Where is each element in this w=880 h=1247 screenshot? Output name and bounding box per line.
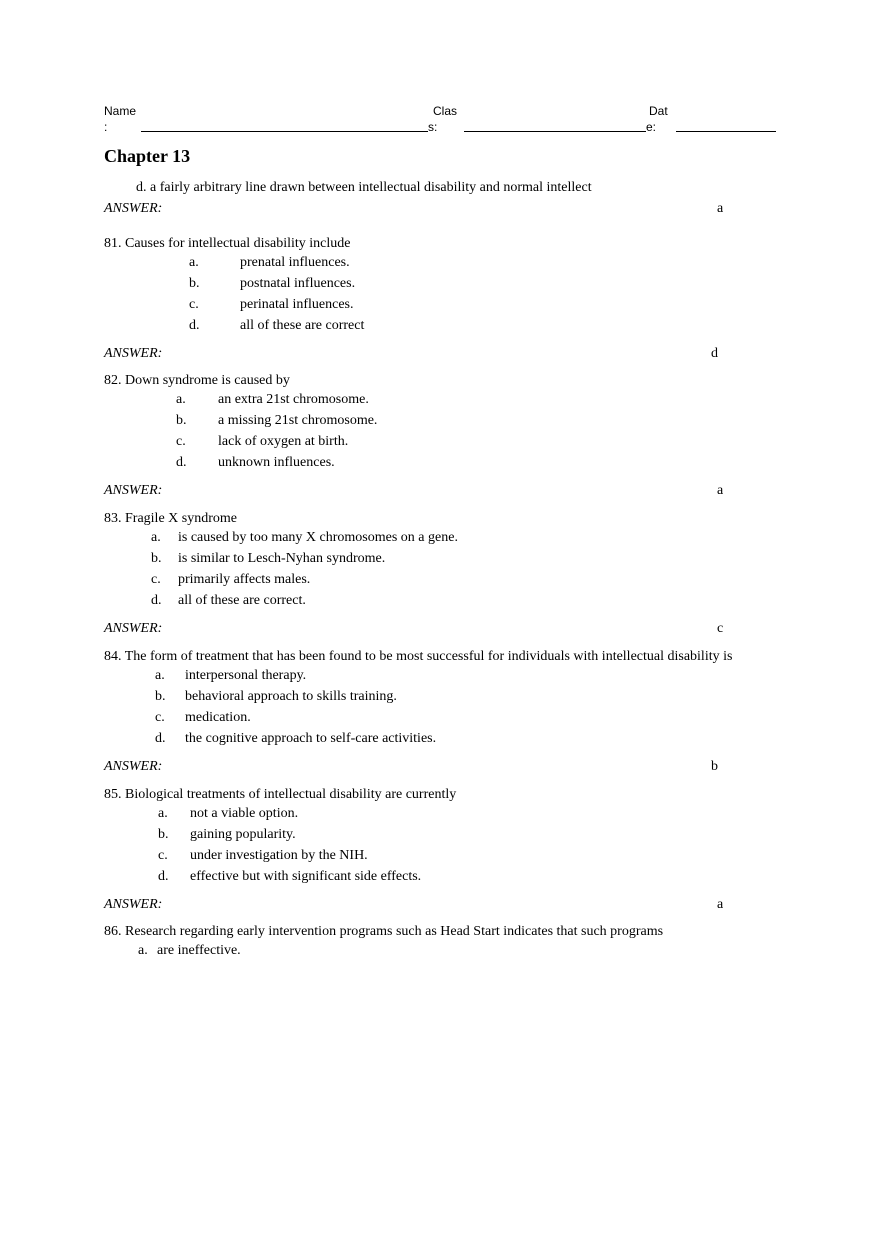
- option-letter: b.: [151, 551, 162, 566]
- option-letter: c.: [151, 572, 161, 587]
- option-text: not a viable option.: [190, 806, 299, 821]
- option-letter: c.: [176, 434, 186, 449]
- option-text: primarily affects males.: [178, 572, 311, 587]
- question-stem: 82. Down syndrome is caused by: [104, 373, 290, 388]
- option-text: lack of oxygen at birth.: [218, 434, 349, 449]
- option-text: the cognitive approach to self-care activities.: [185, 731, 437, 746]
- answer-value: a: [717, 897, 724, 912]
- answer-label: ANSWER:: [104, 897, 163, 912]
- option-letter: b.: [158, 827, 169, 842]
- option-text: are ineffective.: [157, 943, 241, 958]
- option-letter: d.: [155, 731, 166, 746]
- option-letter: b.: [189, 276, 200, 291]
- option-text: effective but with significant side effects.: [190, 869, 422, 884]
- option-text: unknown influences.: [218, 455, 335, 470]
- option-letter: c.: [189, 297, 199, 312]
- option-text: under investigation by the NIH.: [190, 848, 368, 863]
- option-letter: b.: [176, 413, 187, 428]
- question-stem: 86. Research regarding early intervention programs such as Head Start indicates that such programs: [104, 924, 664, 939]
- date-field[interactable]: [676, 131, 776, 132]
- answer-label: ANSWER:: [104, 483, 163, 498]
- option-letter: d.: [176, 455, 187, 470]
- option-text: an extra 21st chromosome.: [218, 392, 369, 407]
- answer-value: c: [717, 621, 724, 636]
- class-label-colon: s:: [428, 120, 438, 134]
- name-label-colon: :: [104, 120, 108, 134]
- answer-value: d: [711, 346, 718, 361]
- option-letter: b.: [155, 689, 166, 704]
- date-label: Dat: [649, 104, 668, 118]
- question-stem: 83. Fragile X syndrome: [104, 511, 237, 526]
- answer-label: ANSWER:: [104, 201, 163, 216]
- question-stem: 81. Causes for intellectual disability include: [104, 236, 351, 251]
- option-text: gaining popularity.: [190, 827, 296, 842]
- option-letter: a.: [151, 530, 161, 545]
- option-letter: a.: [176, 392, 186, 407]
- answer-value: a: [717, 483, 724, 498]
- date-label-colon: e:: [646, 120, 657, 134]
- option-letter: a.: [155, 668, 165, 683]
- class-field[interactable]: [464, 131, 646, 132]
- question-stem: 85. Biological treatments of intellectual disability are currently: [104, 787, 457, 802]
- option-text: is similar to Lesch-Nyhan syndrome.: [178, 551, 386, 566]
- option-letter: c.: [155, 710, 165, 725]
- question-stem: 84. The form of treatment that has been found to be most successful for individuals with intellectual disability is: [104, 649, 733, 664]
- answer-label: ANSWER:: [104, 621, 163, 636]
- answer-label: ANSWER:: [104, 759, 163, 774]
- answer-label: ANSWER:: [104, 346, 163, 361]
- option-letter: a.: [189, 255, 199, 270]
- answer-value: b: [711, 759, 718, 774]
- option-text: medication.: [185, 710, 251, 725]
- option-text: all of these are correct: [240, 318, 365, 333]
- option-text: prenatal influences.: [240, 255, 350, 270]
- option-text: is caused by too many X chromosomes on a gene.: [178, 530, 458, 545]
- option-text: all of these are correct.: [178, 593, 306, 608]
- name-label: Name: [104, 104, 137, 118]
- option-letter: a.: [138, 943, 148, 958]
- option-text: interpersonal therapy.: [185, 668, 307, 683]
- option-letter: a.: [158, 806, 168, 821]
- option-text: behavioral approach to skills training.: [185, 689, 397, 704]
- option-text: a missing 21st chromosome.: [218, 413, 378, 428]
- option-text: perinatal influences.: [240, 297, 354, 312]
- option-letter: d.: [151, 593, 162, 608]
- option-letter: d.: [189, 318, 200, 333]
- chapter-title: Chapter 13: [104, 146, 191, 166]
- answer-value: a: [717, 201, 724, 216]
- carryover-option: d. a fairly arbitrary line drawn between intellectual disability and normal intellect: [136, 180, 592, 195]
- option-letter: d.: [158, 869, 169, 884]
- option-text: postnatal influences.: [240, 276, 356, 291]
- name-field[interactable]: [141, 131, 428, 132]
- class-label: Clas: [433, 104, 458, 118]
- option-letter: c.: [158, 848, 168, 863]
